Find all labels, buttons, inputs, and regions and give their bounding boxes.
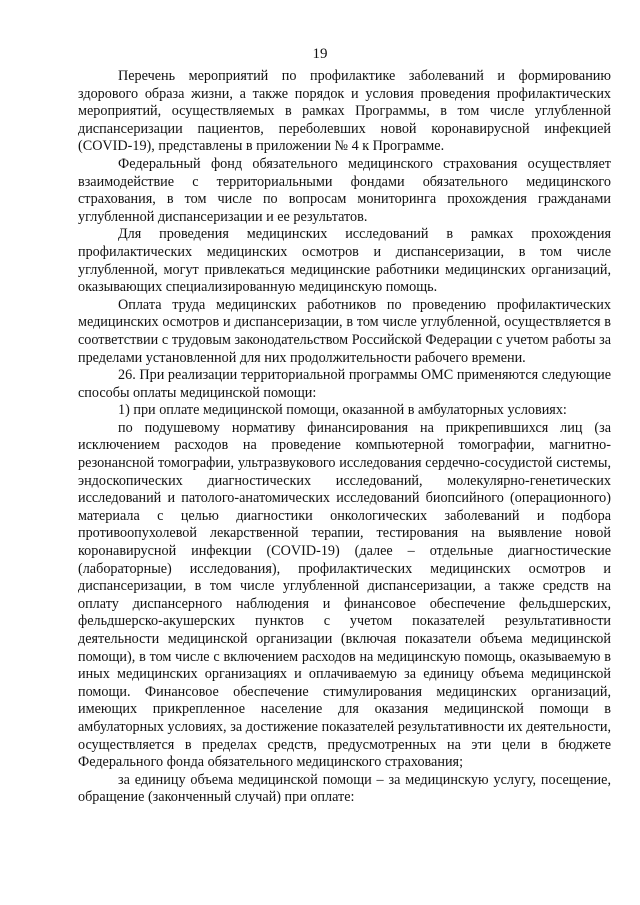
paragraph-prevention-measures: Перечень мероприятий по профилактике заболеваний и формированию здорового образа жизни, а также порядок и условия проведения профилактических мероприятий, осуществляемых в рамках Программы, в том числе углубленной диспансеризации пациентов, переболевших новой коронавирусной инфекцией (COVID-19), представлены в приложении № 4 к Программе. (78, 68, 611, 155)
paragraph-payment-methods: 26. При реализации территориальной программы ОМС применяются следующие способы оплаты медицинской помощи: (78, 367, 611, 401)
page-number: 19 (312, 46, 328, 62)
paragraph-labor-payment: Оплата труда медицинских работников по проведению профилактических медицинских осмотров и диспансеризации, в том числе углубленной, осуществляется в соответствии с трудовым законодательством Российской Федерации с учетом работы за пределами установленной для них продолжительности рабочего времени. (78, 296, 611, 366)
paragraph-medical-research: Для проведения медицинских исследований в рамках прохождения профилактических медицинских осмотров и диспансеризации, в том числе углубленной, могут привлекаться медицинские работники медицинских организаций, оказывающих специализированную медицинскую помощь. (78, 226, 611, 296)
paragraph-outpatient-payment: 1) при оплате медицинской помощи, оказанной в амбулаторных условиях: (118, 402, 567, 419)
paragraph-per-unit-volume: за единицу объема медицинской помощи – за медицинскую услугу, посещение, обращение (законченный случай) при оплате: (78, 771, 611, 806)
paragraph-federal-fund-interaction: Федеральный фонд обязательного медицинского страхования осуществляет взаимодействие с территориальными фондами обязательного медицинского страхования, в том числе по вопросам мониторинга прохождения гражданами углубленной диспансеризации и ее результатов. (78, 155, 611, 225)
document-body (78, 68, 611, 807)
paragraph-per-capita-norm: по подушевому нормативу финансирования на прикрепившихся лиц (за исключением расходов на проведение компьютерной томографии, магнитно-резонансной томографии, ультразвукового исследования сердечно-сосудистой системы, эндоскопических диагностических исследований, молекулярно-генетических исследований и патолого-анатомических исследований биопсийного (операционного) материала с целью диагностики онкологических заболеваний и подбора противоопухолевой лекарственной терапии, тестирования на выявление новой коронавирусной инфекции (COVID-19) (далее – отдельные диагностические (лабораторные) исследования), профилактических медицинских осмотров и диспансеризации, в том числе углубленной диспансеризации, а также средств на оплату диспансерного наблюдения и финансовое обеспечение фельдшерских, фельдшерско-акушерских пунктов с учетом показателей результативности деятельности медицинской организации (включая показатели объема медицинской помощи), в том числе с включением расходов на медицинскую помощь, оказываемую в иных медицинских организациях и оплачиваемую за единицу объема медицинской помощи. Финансовое обеспечение стимулирования медицинских организаций, имеющих прикрепленное население для оказания медицинской помощи в амбулаторных условиях, за достижение показателей результативности их деятельности, осуществляется в пределах средств, предусмотренных на эти цели в бюджете Федерального фонда обязательного медицинского страхования; (78, 419, 611, 771)
